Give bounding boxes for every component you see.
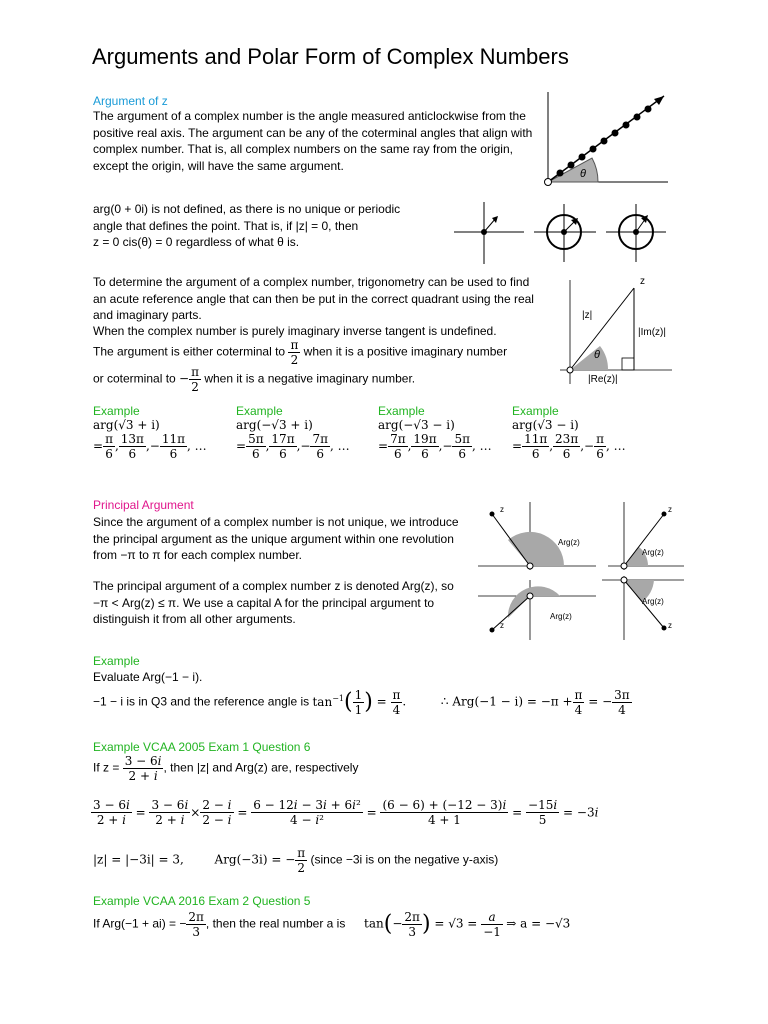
- principal-diagram-q3: [478, 562, 596, 640]
- principal-paragraph-1: Since the argument of a complex number is not unique, we introduce the principal argument as the unique argument within one revolution from −π to π for each complex number.: [93, 515, 459, 562]
- example-label: Example: [236, 404, 283, 418]
- principal-paragraph-2: The principal argument of a complex number z is denoted Arg(z), so −π < Arg(z) ≤ π. We use a capital A for the principal argument to distinguish it from all other arguments.: [93, 579, 454, 626]
- vcaa-2016-label: Example VCAA 2016 Exam 2 Question 5: [93, 894, 311, 908]
- theta-sector: [570, 346, 608, 370]
- example-expression: arg(−√3 + i): [236, 418, 313, 432]
- vcaa-2005-question: If z = $\frac{3 - 6i}{2 + i}$ , then |z| and Arg(z) are, respectively: [93, 754, 359, 783]
- vcaa-2005-answer: |z| = |−3i| = 3, Arg(−3i) = − $\frac{\pi}{2}$ (since −3i is on the negative y-axis): [93, 846, 499, 875]
- svg-text:Arg(z): Arg(z): [550, 612, 572, 621]
- theta-label-2: θ: [594, 349, 600, 361]
- argument-paragraph-1: The argument of a complex number is the angle measured anticlockwise from the positive real axis. The argument can be any of the coterminal angles that align with complex number. That is, all complex numbers on the same ray from the origin, except the origin, will have the same argument.: [93, 109, 533, 173]
- example-label: Example: [93, 404, 140, 418]
- example-col-3: [378, 404, 492, 461]
- principal-argument-diagrams: [478, 500, 688, 642]
- example-eval-line-1: Evaluate Arg(−1 − i).: [93, 670, 203, 684]
- example-expression: arg(√3 − i): [512, 418, 579, 432]
- example-eval-line-2: −1 − i is in Q3 and the reference angle is $\tan^{-1}$( $\frac{1}{1}$ ) = $\frac{\pi}{4}$ . ∴ Arg(−1 − i) = −π + $\frac{\pi}{4}$ = − $\frac{3\pi}{4}$: [93, 688, 630, 717]
- example-result: = $\frac{\pi}{6}$ , $\frac{13\pi}{6}$ ,− $\frac{11\pi}{6}$ , …: [93, 432, 207, 461]
- zero-diagram-2: [534, 204, 596, 262]
- para2-line-1: arg(0 + 0i) is not defined, as there is no unique or periodic: [93, 202, 401, 216]
- im-label: |Im(z)|: [638, 327, 666, 338]
- zero-modulus-diagrams: [450, 196, 670, 270]
- right-angle-mark: [622, 358, 634, 370]
- example-col-4: [512, 404, 626, 461]
- vcaa-2005-label: Example VCAA 2005 Exam 1 Question 6: [93, 740, 311, 754]
- argument-paragraph-2: [93, 201, 453, 251]
- z-label: z: [640, 276, 645, 287]
- neg-pi-over-2-fraction: $\frac{\pi}{2}$: [191, 365, 199, 394]
- ray-arrow: [654, 96, 664, 105]
- page-title: Arguments and Polar Form of Complex Numbers: [92, 44, 569, 69]
- example-expression: arg(−√3 − i): [378, 418, 455, 432]
- argument-paragraph-4: When the complex number is purely imaginary inverse tangent is undefined.: [93, 324, 497, 338]
- section-heading-argument: Argument of z: [93, 94, 168, 108]
- example-eval-label: Example: [93, 654, 140, 668]
- argument-paragraph-6: or coterminal to − $\frac{\pi}{2}$ when it is a negative imaginary number.: [93, 365, 416, 394]
- example-label: Example: [512, 404, 559, 418]
- example-col-2: [236, 404, 350, 461]
- principal-diagram-q4: [602, 576, 684, 640]
- example-result: = $\frac{5\pi}{6}$ , $\frac{17\pi}{6}$ ,− $\frac{7\pi}{6}$ , …: [236, 432, 350, 461]
- example-result: = $\frac{11\pi}{6}$ , $\frac{23\pi}{6}$ ,− $\frac{\pi}{6}$ , …: [512, 432, 626, 461]
- svg-text:z: z: [668, 621, 672, 630]
- svg-text:Arg(z): Arg(z): [558, 538, 580, 547]
- origin-point: [545, 179, 552, 186]
- ray-diagram: [540, 88, 672, 188]
- reference-angle-diagram: [558, 272, 676, 390]
- vcaa-2016-question: If Arg(−1 + ai) = − $\frac{2\pi}{3}$ , then the real number a is tan(− $\frac{2\pi}{3}$ ) = √3 = $\frac{a}{-1}$ ⇒ a = −√3: [93, 910, 571, 939]
- modulus-label: |z|: [582, 310, 593, 321]
- principal-diagram-q1: [608, 502, 684, 570]
- ray-points: [557, 106, 652, 177]
- argument-paragraph-3: To determine the argument of a complex number, trigonometry can be used to find an acute reference angle that can then be put in the correct quadrant using the real and imaginary parts.: [93, 275, 534, 322]
- zero-diagram-1: [454, 202, 524, 264]
- angle-sector: [548, 158, 598, 182]
- zero-diagram-3: [606, 204, 666, 262]
- pi-over-2-fraction: $\frac{\pi}{2}$: [290, 338, 299, 367]
- svg-text:Arg(z): Arg(z): [642, 548, 664, 557]
- vcaa-2005-working: $\frac{3 - 6i}{2 + i}$ = $\frac{3 - 6i}{2 + i}$ × $\frac{2 - i}{2 - i}$ = $\frac{\text{6 − 12i − 3i + 6i²}}{\text{4 − i²}}$ = $\frac{(6 - 6) + (-12 - 3)i}{4 + 1}$ = $\frac{-15i}{5}$ = −3i: [93, 798, 599, 827]
- example-result: = $\frac{7\pi}{6}$ , $\frac{19\pi}{6}$ ,− $\frac{5\pi}{6}$ , …: [378, 432, 492, 461]
- example-expression: arg(√3 + i): [93, 418, 160, 432]
- example-col-1: [93, 404, 207, 461]
- principal-diagram-q2: [478, 502, 596, 570]
- para2-line-3: z = 0 cis(θ) = 0 regardless of what θ is.: [93, 235, 300, 249]
- svg-text:z: z: [500, 505, 504, 514]
- re-label: |Re(z)|: [588, 374, 618, 385]
- example-label: Example: [378, 404, 425, 418]
- para2-line-2: angle that defines the point. That is, if |z| = 0, then: [93, 218, 359, 233]
- svg-text:z: z: [668, 505, 672, 514]
- svg-text:Arg(z): Arg(z): [642, 597, 664, 606]
- svg-text:z: z: [500, 621, 504, 630]
- argument-paragraph-5: The argument is either coterminal to $\frac{\pi}{2}$ when it is a positive imaginary number: [93, 338, 508, 367]
- theta-label: θ: [580, 168, 586, 180]
- section-heading-principal: Principal Argument: [93, 498, 194, 512]
